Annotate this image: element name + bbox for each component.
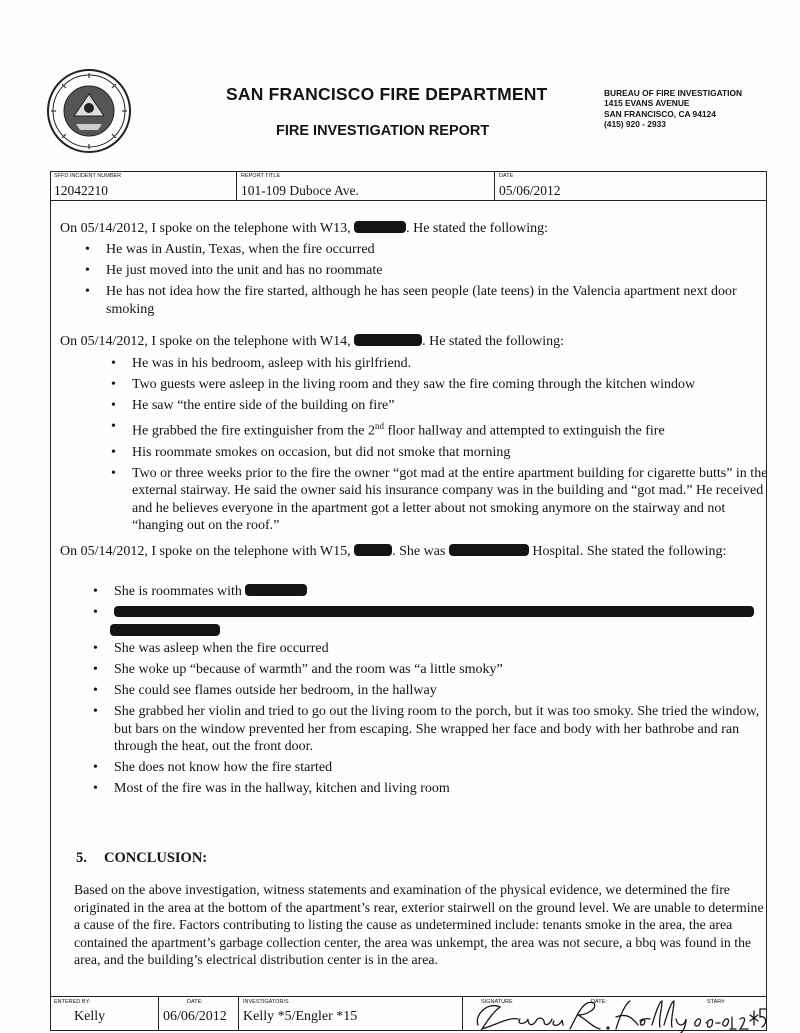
redacted-line [114, 606, 754, 617]
signature-label: SIGNATURE [481, 999, 513, 1005]
redacted-name [354, 544, 392, 556]
investigators-cell [238, 997, 462, 1031]
list-item: • Most of the fire was in the hallway, kitchen and living room [90, 780, 762, 798]
list-item: • He was in Austin, Texas, when the fire occurred [82, 241, 754, 259]
w15-intro-text-3: Hospital. She stated the following: [532, 544, 727, 559]
entered-date-cell [158, 997, 238, 1031]
list-item: • His roommate smokes on occasion, but did not smoke that morning [108, 444, 768, 462]
list-item-text-b: floor hallway and attempted to extinguish the fire [383, 423, 665, 439]
w15-intro [60, 543, 740, 561]
section-title: CONCLUSION: [104, 850, 208, 866]
list-item: • He just moved into the unit and has no roommate [82, 262, 754, 280]
incident-label: SFFD INCIDENT NUMBER [54, 173, 122, 179]
list-item: • She was asleep when the fire occurred [90, 640, 762, 658]
w15-roommates [90, 583, 760, 625]
incident-number: 12042210 [54, 183, 108, 198]
city-seal-icon [46, 68, 132, 154]
w15-intro-text-2: . She was [392, 544, 446, 559]
investigators: Kelly *5/Engler *15 [243, 1009, 358, 1024]
ordinal-suffix: nd [374, 421, 384, 431]
w13-intro-text: On 05/14/2012, I spoke on the telephone with W13, [60, 221, 351, 236]
w14-statements [108, 355, 768, 538]
list-item [90, 604, 760, 622]
list-item-text-a: He grabbed the fire extinguisher from the 2 [132, 423, 375, 439]
date-cell [494, 171, 767, 200]
bureau-line: BUREAU OF FIRE INVESTIGATION [604, 88, 743, 98]
entered-date-label: DATE: [187, 999, 203, 1005]
list-item [108, 418, 768, 440]
redacted-name [245, 584, 307, 596]
list-item: • Two or three weeks prior to the fire the owner “got mad at the entire apartment building for cigarette butts” in the external stairway. He said the owner said his insurance company was in the building and “got mad.” He received and he believes everyone in the apartment got a letter about not smoking anymore on the stairway and not “hanging out on the roof.” [108, 465, 768, 535]
list-item: • She does not know how the fire started [90, 759, 762, 777]
bureau-line: (415) 920 - 2933 [604, 119, 666, 130]
list-item: • He was in his bedroom, asleep with his girlfriend. [108, 355, 768, 373]
entered-date: 06/06/2012 [163, 1009, 227, 1024]
conclusion-heading [76, 850, 207, 867]
incident-cell [50, 171, 236, 200]
bureau-line: SAN FRANCISCO, CA 94124 [604, 108, 716, 119]
entered-cell [50, 997, 158, 1031]
date-label: DATE [499, 173, 514, 179]
entered-label: ENTERED BY: [54, 999, 91, 1005]
bureau-line: 1415 EVANS AVENUE [604, 98, 690, 109]
redacted-name [354, 221, 406, 233]
redacted-name [354, 334, 422, 346]
w13-intro-text-2: . He stated the following: [406, 221, 549, 236]
department-title: SAN FRANCISCO FIRE DEPARTMENT [226, 84, 548, 104]
title-cell [236, 171, 494, 200]
w13-intro [60, 220, 548, 238]
report-info-row [50, 171, 767, 201]
report-type: FIRE INVESTIGATION REPORT [276, 123, 490, 139]
w14-intro-text: On 05/14/2012, I spoke on the telephone with W14, [60, 334, 351, 349]
section-number: 5. [76, 850, 87, 866]
list-item [90, 583, 760, 601]
w13-statements [82, 241, 754, 322]
report-title: 101-109 Duboce Ave. [241, 183, 359, 198]
redacted-hospital [449, 544, 529, 556]
list-item: • She woke up “because of warmth” and the room was “a little smoky” [90, 661, 762, 679]
roommates-text: She is roommates with [114, 584, 242, 599]
w15-intro-text: On 05/14/2012, I spoke on the telephone with W15, [60, 544, 351, 559]
w15-statements [90, 640, 762, 801]
signature-date-label: DATE: [591, 999, 607, 1005]
conclusion-text: Based on the above investigation, witness statements and examination of the physical evidence, we determined the fire originated in the area at the bottom of the apartment’s rear, exterior stairwell on the ground level. We are unable to determine a cause of the fire. Factors contributing to listing the cause as undetermined include: tenants smoke in the area, the area contained the apartment’s garbage collection center, the area was unkempt, the area was not secure, a bbq was found in the area, and the building’s electrical distribution center is in the area. [74, 882, 764, 967]
list-item: • Two guests were asleep in the living room and they saw the fire coming through the kitchen window [108, 376, 768, 394]
entered-by: Kelly [74, 1009, 106, 1024]
investigators-label: INVESTIGATOR/S [243, 999, 289, 1005]
star-label: STAR# [707, 999, 725, 1005]
bureau-address [604, 88, 742, 130]
list-item: • He saw “the entire side of the building on fire” [108, 397, 768, 415]
report-date: 05/06/2012 [499, 183, 561, 198]
list-item: • She grabbed her violin and tried to go out the living room to the porch, but it was too smoky. She tried the window, but bars on the window prevented her from escaping. She wrapped her face and body with her bathrobe and ran through the heat, out the front door. [90, 703, 762, 756]
w14-intro [60, 333, 564, 351]
list-item: • She could see flames outside her bedroom, in the hallway [90, 682, 762, 700]
list-item: • He has not idea how the fire started, although he has seen people (late teens) in the Valencia apartment next door smoking [82, 283, 754, 318]
handwritten-signature [470, 995, 770, 1033]
title-label: REPORT TITLE [241, 173, 281, 179]
redacted-line [110, 624, 220, 636]
w14-intro-text-2: . He stated the following: [422, 334, 565, 349]
